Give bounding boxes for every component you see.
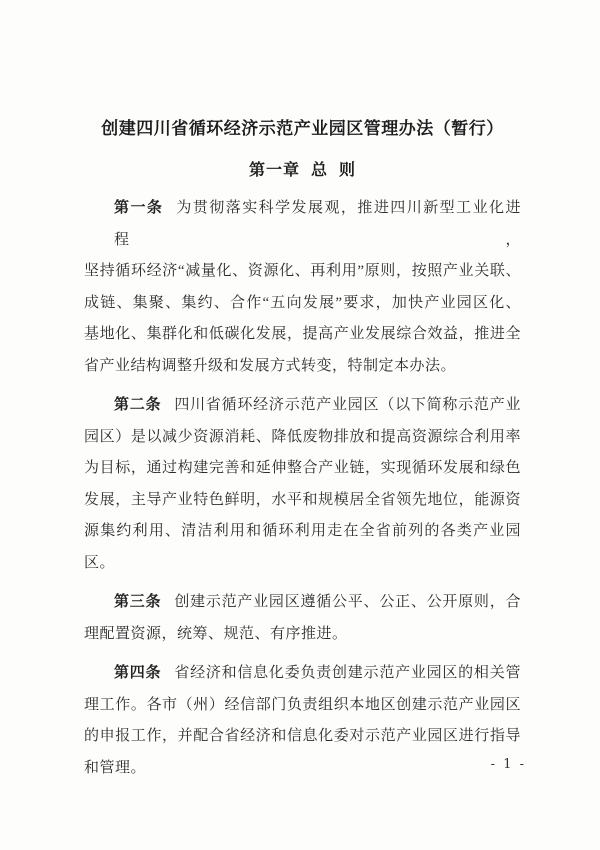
page-number: - 1 -	[490, 757, 526, 772]
article-number: 第四条	[114, 665, 162, 681]
document-content	[84, 118, 521, 792]
text-line	[84, 390, 521, 422]
text-line: 区。	[84, 554, 116, 571]
text-line: 省产业结构调整升级和发展方式转变，特制定本办法。	[84, 357, 457, 374]
text-line	[84, 193, 521, 256]
chapter-heading: 第一章 总 则	[248, 162, 356, 179]
article-paragraph	[84, 658, 521, 784]
text-line: 成链、集聚、集约、合作“五向发展”要求，加快产业园区化、	[84, 294, 521, 311]
text-line: 基地化、集群化和低碳化发展，提高产业发展综合效益，推进全	[84, 326, 521, 342]
text-line: 为目标，通过构建完善和延伸整合产业链，实现循环发展和绿色	[84, 460, 521, 476]
text-line: 源集约利用、清洁利用和循环利用走在全省前列的各类产业园	[84, 523, 521, 539]
text-line: 坚持循环经济“减量化、资源化、再利用”原则，按照产业关联、	[84, 263, 521, 279]
article-paragraph	[84, 390, 521, 579]
text-line: 和管理。	[84, 759, 147, 776]
article-first-line-text: 省经济和信息化委负责创建示范产业园区的相关管	[174, 665, 521, 681]
article-first-line-text: 四川省循环经济示范产业园区（以下简称示范产业	[174, 397, 521, 413]
article-paragraph	[84, 193, 521, 382]
text-line: 理配置资源，统筹、规范、有序推进。	[84, 625, 348, 642]
text-line: 园区）是以减少资源消耗、降低废物排放和提高资源综合利用率	[84, 428, 521, 445]
article-first-line-text: 为贯彻落实科学发展观，推进四川新型工业化进程，	[114, 200, 521, 248]
article-number: 第三条	[114, 594, 162, 610]
article-paragraph	[84, 587, 521, 650]
text-line: 理工作。各市（州）经信部门负责组织本地区创建示范产业园区	[84, 696, 521, 713]
text-line	[84, 587, 521, 619]
article-first-line-text: 创建示范产业园区遵循公平、公正、公开原则，合	[174, 594, 521, 610]
article-number: 第一条	[114, 200, 164, 216]
text-line: 发展，主导产业特色鲜明，水平和规模居全省领先地位，能源资	[84, 491, 521, 508]
article-number: 第二条	[114, 397, 162, 413]
document-title: 创建四川省循环经济示范产业园区管理办法（暂行）	[101, 119, 504, 138]
text-line: 的申报工作，并配合省经济和信息化委对示范产业园区进行指导	[84, 728, 521, 744]
text-line	[84, 658, 521, 690]
